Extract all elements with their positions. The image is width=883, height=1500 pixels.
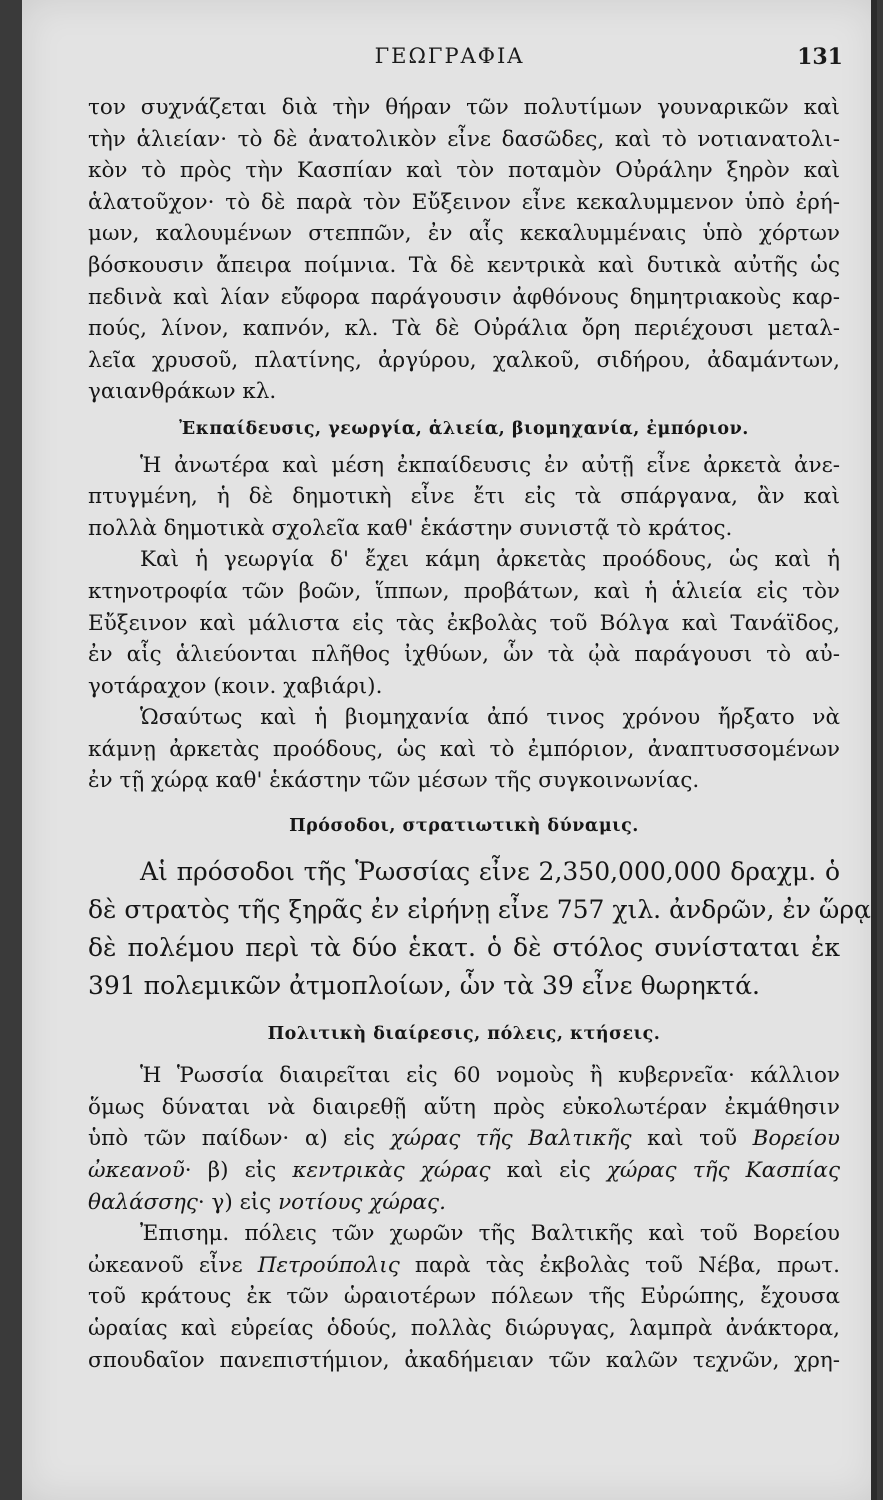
italic-term: νοτίους χώρας. <box>278 1189 446 1215</box>
section-heading-revenue: Πρόσοδοι, στρατιωτικὴ δύναμις. <box>289 816 639 837</box>
page-number: 131 <box>797 44 843 70</box>
text-line: τὴν ἁλιείαν· τὸ δὲ ἀνατολικὸν εἶνε δασῶδες, καὶ τὸ νοτιανατολι- <box>88 126 840 152</box>
italic-term: χώρας τῆς Κασπίας <box>606 1158 840 1184</box>
section-heading-division: Πολιτικὴ διαίρεσις, πόλεις, κτήσεις. <box>267 1023 661 1044</box>
page-header <box>22 44 877 74</box>
text-line: βόσκουσιν ἄπειρα ποίμνια. Τὰ δὲ κεντρικὰ καὶ δυτικὰ αὐτῆς ὡς <box>88 252 840 278</box>
text-line: Ἡ ἀνωτέρα καὶ μέση ἐκπαίδευσις ἐν αὐτῇ εἶνε ἀρκετὰ ἀνε- <box>140 452 840 478</box>
page-body <box>88 92 871 1376</box>
text-line: πεδινὰ καὶ λίαν εὔφορα παράγουσιν ἀφθόνους δημητριακοὺς καρ- <box>88 284 840 310</box>
text-line: κάμνῃ ἀρκετὰς προόδους, ὡς καὶ τὸ ἐμπόριον, ἀναπτυσσομένων <box>88 736 840 762</box>
italic-term: κεντρικὰς χώρας <box>292 1158 491 1184</box>
text-line: ὠκεανοῦ εἶνε Πετρούπολις παρὰ τὰς ἐκβολὰς τοῦ Νέβα, πρωτ. <box>88 1252 840 1278</box>
italic-term: ὠκεανοῦ <box>88 1158 185 1184</box>
text-line: μων, καλουμένων στεππῶν, ἐν αἷς κεκαλυμμέναις ὑπὸ χόρτων <box>88 221 840 247</box>
text-line: ἐν αἷς ἁλιεύονται πλῆθος ἰχθύων, ὧν τὰ ᾠὰ παράγουσι τὸ αὐ- <box>88 642 840 668</box>
text-line: Εὔξεινον καὶ μάλιστα εἰς τὰς ἐκβολὰς τοῦ Βόλγα καὶ Τανάϊδος, <box>88 610 840 636</box>
text-line: κτηνοτροφία τῶν βοῶν, ἵππων, προβάτων, καὶ ἡ ἁλιεία εἰς τὸν <box>88 578 840 604</box>
page-edge-shadow <box>871 0 877 1500</box>
text-line: ὑπὸ τῶν παίδων· α) εἰς χώρας τῆς Βαλτικῆς καὶ τοῦ Βορείου <box>88 1126 840 1152</box>
text-line: πολλὰ δημοτικὰ σχολεῖα καθ' ἑκάστην συνιστᾷ τὸ κράτος. <box>88 515 733 541</box>
italic-term: θαλάσσης <box>88 1189 198 1215</box>
text-line: Ἐπισημ. πόλεις τῶν χωρῶν τῆς Βαλτικῆς καὶ τοῦ Βορείου <box>140 1221 840 1247</box>
text-line: τοῦ κράτους ἐκ τῶν ὡραιοτέρων πόλεων τῆς Εὐρώπης, ἔχουσα <box>88 1284 840 1310</box>
text-line: 391 πολεμικῶν ἀτμοπλοίων, ὧν τὰ 39 εἶνε θωρηκτά. <box>88 970 760 1000</box>
italic-term: χώρας τῆς Βαλτικῆς <box>390 1126 632 1152</box>
text-line: ἁλατοῦχον· τὸ δὲ παρὰ τὸν Εὔξεινον εἶνε κεκαλυμμενον ὑπὸ ἐρή- <box>88 189 840 215</box>
text-line: γαιανθράκων κλ. <box>88 379 277 405</box>
text-line: κὸν τὸ πρὸς τὴν Κασπίαν καὶ τὸν ποταμὸν Οὐράλην ξηρὸν καὶ <box>88 158 840 184</box>
revenue-paragraph <box>88 853 871 1005</box>
text-line: τον συχνάζεται διὰ τὴν θήραν τῶν πολυτίμων γουναρικῶν καὶ <box>88 95 840 120</box>
text-line: ὅμως δύναται νὰ διαιρεθῇ αὕτη πρὸς εὐκολωτέραν ἐκμάθησιν <box>88 1094 840 1120</box>
text-line: Αἱ πρόσοδοι τῆς Ῥωσσίας εἶνε 2,350,000,000 δραχμ. ὁ <box>140 856 840 886</box>
book-page <box>22 0 877 1500</box>
italic-term: Πετρούπολις <box>257 1252 400 1278</box>
section-heading-education: Ἐκπαίδευσις, γεωργία, ἁλιεία, βιομηχανία, ἐμπόριον. <box>179 418 749 439</box>
text-line: Καὶ ἡ γεωργία δ' ἔχει κάμη ἀρκετὰς προόδους, ὡς καὶ ἡ <box>140 547 840 573</box>
text-line: δὲ πολέμου περὶ τὰ δύο ἑκατ. ὁ δὲ στόλος συνίσταται ἐκ <box>88 932 840 962</box>
text-line: ἐν τῇ χώρᾳ καθ' ἑκάστην τῶν μέσων τῆς συγκοινωνίας. <box>88 768 700 794</box>
text-line: πτυγμένη, ἡ δὲ δημοτικὴ εἶνε ἔτι εἰς τὰ σπάργανα, ἂν καὶ <box>88 484 840 510</box>
running-head: ΓΕΩΓΡΑΦΙΑ <box>374 44 525 68</box>
text-line: ὡραίας καὶ εὐρείας ὁδούς, πολλὰς διώρυγας, λαμπρὰ ἀνάκτορα, <box>88 1316 840 1341</box>
text-line: Ἡ Ῥωσσία διαιρεῖται εἰς 60 νομοὺς ἢ κυβερνεῖα· κάλλιον <box>140 1063 840 1089</box>
text-line: πούς, λίνον, καπνόν, κλ. Τὰ δὲ Οὐράλια ὄρη περιέχουσι μεταλ- <box>88 316 840 342</box>
text-line: δὲ στρατὸς τῆς ξηρᾶς ἐν εἰρήνῃ εἶνε 757 χιλ. ἀνδρῶν, ἐν ὥρᾳ <box>88 894 871 924</box>
italic-term: Βορείου <box>752 1126 840 1152</box>
text-line: γοτάραχον (κοιν. χαβιάρι). <box>88 673 383 699</box>
text-line: σπουδαῖον πανεπιστήμιον, ἀκαδήμειαν τῶν καλῶν τεχνῶν, χρη- <box>88 1347 840 1373</box>
text-line: ὠκεανοῦ· β) εἰς κεντρικὰς χώρας καὶ εἰς χώρας τῆς Κασπίας <box>88 1158 840 1184</box>
text-line: θαλάσσης· γ) εἰς νοτίους χώρας. <box>88 1189 446 1215</box>
text-line: Ὡσαύτως καὶ ἡ βιομηχανία ἀπό τινος χρόνου ἤρξατο νὰ <box>140 705 840 731</box>
text-line: λεῖα χρυσοῦ, πλατίνης, ἀργύρου, χαλκοῦ, σιδήρου, ἀδαμάντων, <box>88 347 840 373</box>
